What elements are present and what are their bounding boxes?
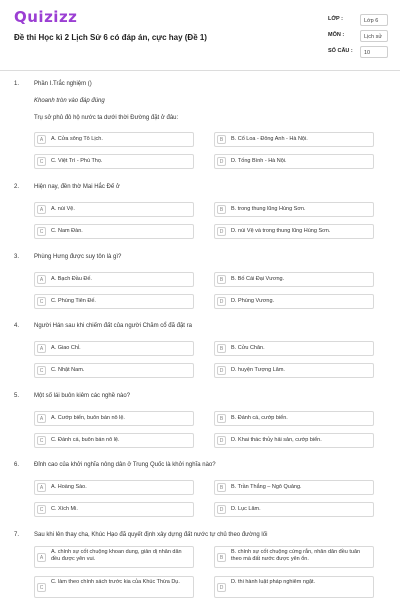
option-d[interactable]: [214, 433, 374, 448]
option-a[interactable]: [34, 132, 194, 147]
option-text: A. núi Vệ.: [51, 206, 75, 212]
option-letter: A: [37, 135, 46, 144]
option-letter: D: [217, 436, 226, 445]
option-letter: C: [37, 505, 46, 514]
option-text: C. Xích Mi.: [51, 506, 78, 512]
option-a[interactable]: [34, 546, 194, 568]
quizizz-logo[interactable]: Quizizz: [14, 8, 78, 26]
meta-class-value: Lớp 6: [360, 14, 388, 26]
option-text: C. Việt Trì - Phú Thọ.: [51, 158, 103, 164]
question-number: 5.: [14, 393, 20, 399]
question-prompt: Trụ sở phủ đô hộ nước ta dưới thời Đường đặt ở đâu:: [34, 115, 179, 121]
option-c[interactable]: [34, 224, 194, 239]
option-c[interactable]: [34, 576, 194, 598]
option-text: D. huyện Tượng Lâm.: [231, 367, 285, 373]
option-text: A. Bạch Đầu Đế.: [51, 276, 92, 282]
question-text: Một số lái buôn kiêm các nghề nào?: [34, 393, 131, 399]
option-letter: C: [37, 436, 46, 445]
option-text: A. Hoàng Sào.: [51, 484, 87, 490]
question-text: Người Hán sau khi chiếm đất của người Chăm cổ đã đặt ra: [34, 323, 192, 329]
option-letter: A: [37, 553, 46, 562]
option-d[interactable]: [214, 224, 374, 239]
option-letter: D: [217, 227, 226, 236]
option-letter: A: [37, 483, 46, 492]
option-d[interactable]: [214, 294, 374, 309]
option-letter: C: [37, 157, 46, 166]
option-text: D. Tống Bình - Hà Nội.: [231, 158, 287, 164]
meta-subject: [328, 32, 388, 44]
option-text: B. trong thung lũng Hùng Sơn.: [231, 206, 306, 212]
question-instruction: Khoanh tròn vào đáp đúng: [34, 98, 105, 104]
option-c[interactable]: [34, 502, 194, 517]
option-letter: D: [217, 157, 226, 166]
option-letter: B: [217, 205, 226, 214]
header-divider: [0, 70, 400, 71]
option-text: B. Trần Thắng – Ngô Quảng.: [231, 484, 302, 490]
option-d[interactable]: [214, 363, 374, 378]
option-d[interactable]: [214, 154, 374, 169]
option-text: D. núi Vệ và trong thung lũng Hùng Sơn.: [231, 228, 331, 234]
meta-count-value: 10: [360, 46, 388, 58]
meta-subject-label: MÔN :: [328, 32, 345, 38]
option-letter: C: [37, 227, 46, 236]
question-number: 2.: [14, 184, 20, 190]
option-letter: D: [217, 297, 226, 306]
question-text: Phần I.Trắc nghiệm (): [34, 81, 92, 87]
option-text: D. thi hành luật pháp nghiêm ngặt.: [231, 579, 316, 585]
option-b[interactable]: [214, 202, 374, 217]
option-text: A. chính sự cốt chuộng khoan dung, giản dị nhân dân đều được yên vui.: [51, 549, 182, 562]
option-text: B. Đánh cá, cướp biển.: [231, 415, 288, 421]
option-letter: B: [217, 135, 226, 144]
meta-subject-value: Lịch sử: [360, 30, 388, 42]
option-text: B. Cổ Loa - Đông Anh - Hà Nội.: [231, 136, 308, 142]
option-letter: B: [217, 414, 226, 423]
option-letter: C: [37, 366, 46, 375]
option-a[interactable]: [34, 480, 194, 495]
option-text: C. làm theo chính sách trước kia của Khúc Thừa Dụ.: [51, 579, 180, 585]
option-letter: A: [37, 344, 46, 353]
option-letter: B: [217, 483, 226, 492]
question-text: Phùng Hưng được suy tôn là gì?: [34, 254, 122, 260]
option-d[interactable]: [214, 576, 374, 598]
option-text: A. Cửa sông Tô Lịch.: [51, 136, 103, 142]
option-b[interactable]: [214, 411, 374, 426]
option-letter: C: [37, 297, 46, 306]
option-letter: B: [217, 275, 226, 284]
worksheet-header: [0, 0, 400, 70]
question-text: Hiện nay, đền thờ Mai Hắc Đế ở: [34, 184, 120, 190]
meta-class-label: LỚP :: [328, 16, 343, 22]
question-number: 4.: [14, 323, 20, 329]
option-text: A. Giao Chỉ.: [51, 345, 81, 351]
option-c[interactable]: [34, 294, 194, 309]
option-b[interactable]: [214, 132, 374, 147]
option-c[interactable]: [34, 154, 194, 169]
meta-count: [328, 48, 388, 60]
option-b[interactable]: [214, 546, 374, 568]
option-letter: A: [37, 275, 46, 284]
option-text: C. Nam Đàn.: [51, 228, 83, 234]
option-text: D. Khai thác thủy hải sản, cướp biển.: [231, 437, 322, 443]
option-d[interactable]: [214, 502, 374, 517]
option-text: B. chính sự cốt chuộng cứng rắn, nhân dân đều tuân theo mà đất nước được yên ổn.: [231, 549, 361, 562]
option-letter: B: [217, 344, 226, 353]
question-number: 7.: [14, 532, 20, 538]
question-number: 3.: [14, 254, 20, 260]
option-c[interactable]: [34, 363, 194, 378]
option-letter: C: [37, 583, 46, 592]
option-text: B. Cửu Chân.: [231, 345, 265, 351]
option-b[interactable]: [214, 480, 374, 495]
meta-class: [328, 16, 388, 28]
question-number: 6.: [14, 462, 20, 468]
option-text: C. Nhật Nam.: [51, 367, 85, 373]
option-letter: D: [217, 366, 226, 375]
option-text: B. Bố Cái Đại Vương.: [231, 276, 285, 282]
option-b[interactable]: [214, 341, 374, 356]
question-number: 1.: [14, 81, 20, 87]
option-letter: D: [217, 505, 226, 514]
option-a[interactable]: [34, 202, 194, 217]
option-letter: A: [37, 414, 46, 423]
question-text: Đỉnh cao của khởi nghĩa nông dân ở Trung Quốc là khởi nghĩa nào?: [34, 462, 216, 468]
option-a[interactable]: [34, 272, 194, 287]
option-c[interactable]: [34, 433, 194, 448]
option-b[interactable]: [214, 272, 374, 287]
option-letter: A: [37, 205, 46, 214]
option-letter: D: [217, 583, 226, 592]
option-a[interactable]: [34, 411, 194, 426]
question-text: Sau khi lên thay cha, Khúc Hạo đã quyết định xây dựng đất nước tự chủ theo đường lối: [34, 532, 268, 538]
option-a[interactable]: [34, 341, 194, 356]
option-text: C. Phùng Tiên Đế.: [51, 298, 96, 304]
option-text: C. Đánh cá, buôn bán nô lệ.: [51, 437, 120, 443]
option-letter: B: [217, 553, 226, 562]
option-text: A. Cướp biển, buôn bán nô lệ.: [51, 415, 125, 421]
page-title: Đề thi Học kì 2 Lịch Sử 6 có đáp án, cực hay (Đề 1): [14, 33, 207, 42]
option-text: D. Phùng Vương.: [231, 298, 275, 304]
option-text: D. Lục Lâm.: [231, 506, 261, 512]
meta-count-label: SỐ CÂU :: [328, 48, 353, 54]
